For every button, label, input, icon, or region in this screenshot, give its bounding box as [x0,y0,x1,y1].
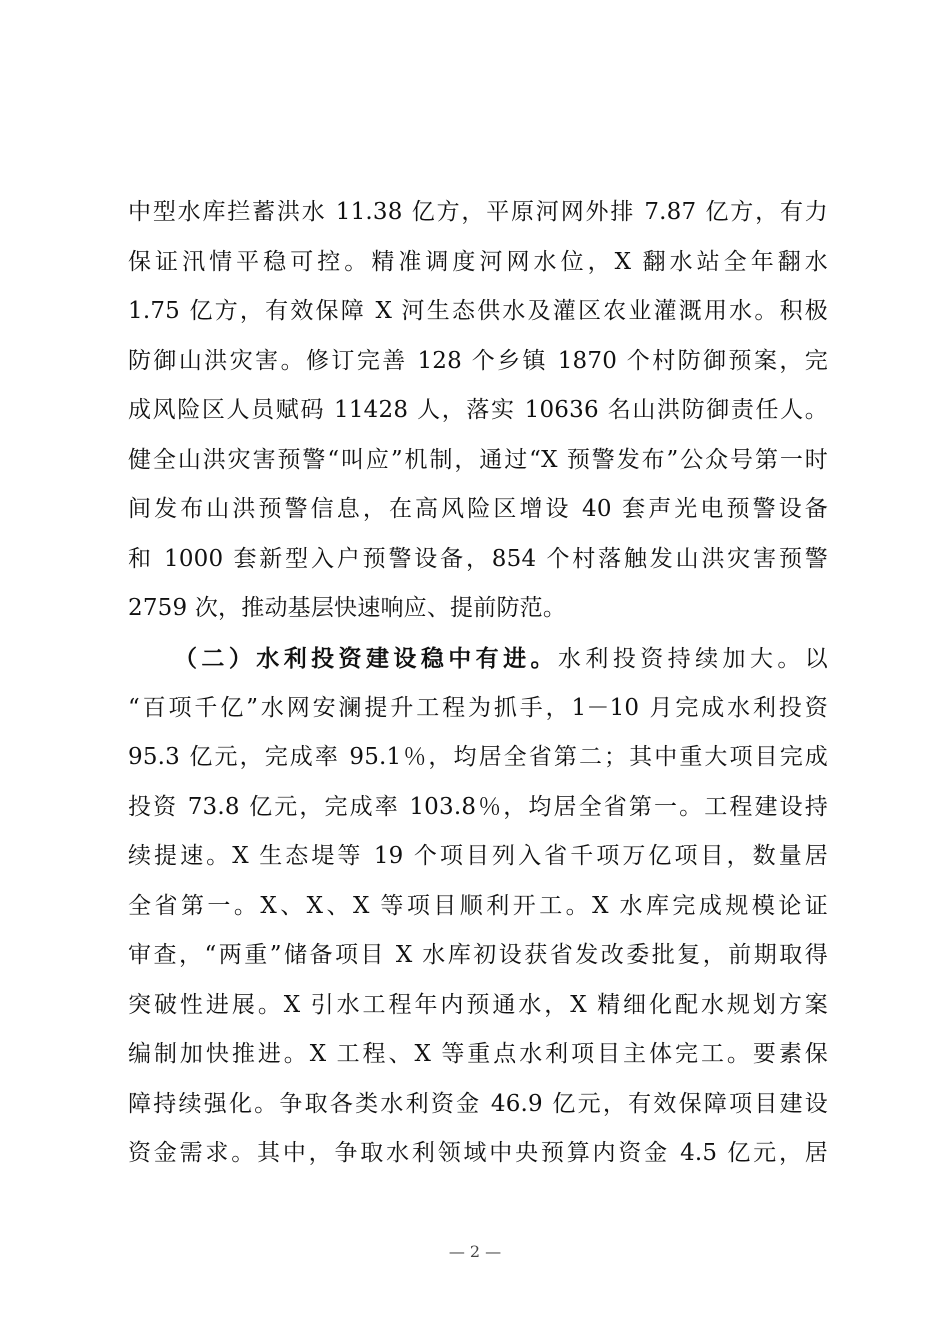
text-line: 健全山洪灾害预警“叫应”机制，通过“X 预警发布”公众号第一时 [128,446,828,473]
text-fragment: 水利投资持续加大。以 [557,646,828,672]
section-heading-line [128,634,828,684]
page-number: — 2 — [448,1242,502,1261]
text-line: 全省第一。X、X、X 等项目顺利开工。X 水库完成规模论证 [128,892,828,919]
text-line: “百项千亿”水网安澜提升工程为抓手，1－10 月完成水利投资 [128,694,828,721]
paragraph-flood-control [128,188,828,634]
text-line: 间发布山洪预警信息，在高风险区增设 40 套声光电预警设备 [128,496,828,522]
text-line: 障持续强化。争取各类水利资金 46.9 亿元，有效保障项目建设 [128,1090,828,1117]
text-line: 95.3 亿元，完成率 95.1％，均居全省第二；其中重大项目完成 [128,744,828,770]
text-line: 2759 次，推动基层快速响应、提前防范。 [128,595,567,621]
text-line: 中型水库拦蓄洪水 11.38 亿方，平原河网外排 7.87 亿方，有力 [128,199,828,225]
text-line: 资金需求。其中，争取水利领域中央预算内资金 4.5 亿元，居 [128,1140,828,1166]
paragraph-investment [128,634,828,1179]
text-line: 保证汛情平稳可控。精准调度河网水位，X 翻水站全年翻水 [128,248,828,275]
text-line: 编制加快推进。X 工程、X 等重点水利项目主体完工。要素保 [128,1041,828,1067]
text-line: 防御山洪灾害。修订完善 128 个乡镇 1870 个村防御预案，完 [128,347,828,374]
text-line: 投资 73.8 亿元，完成率 103.8％，均居全省第一。工程建设持 [128,793,828,820]
text-line: 和 1000 套新型入户预警设备，854 个村落触发山洪灾害预警 [128,545,828,572]
section-heading: （二）水利投资建设稳中有进。 [174,645,558,672]
text-line: 突破性进展。X 引水工程年内预通水，X 精细化配水规划方案 [128,991,828,1018]
text-line: 续提速。X 生态堤等 19 个项目列入省千项万亿项目，数量居 [128,843,828,869]
text-line: 成风险区人员赋码 11428 人，落实 10636 名山洪防御责任人。 [128,397,828,423]
text-line: 审查，“两重”储备项目 X 水库初设获省发改委批复，前期取得 [128,942,828,968]
text-line: 1.75 亿方，有效保障 X 河生态供水及灌区农业灌溉用水。积极 [128,298,828,324]
